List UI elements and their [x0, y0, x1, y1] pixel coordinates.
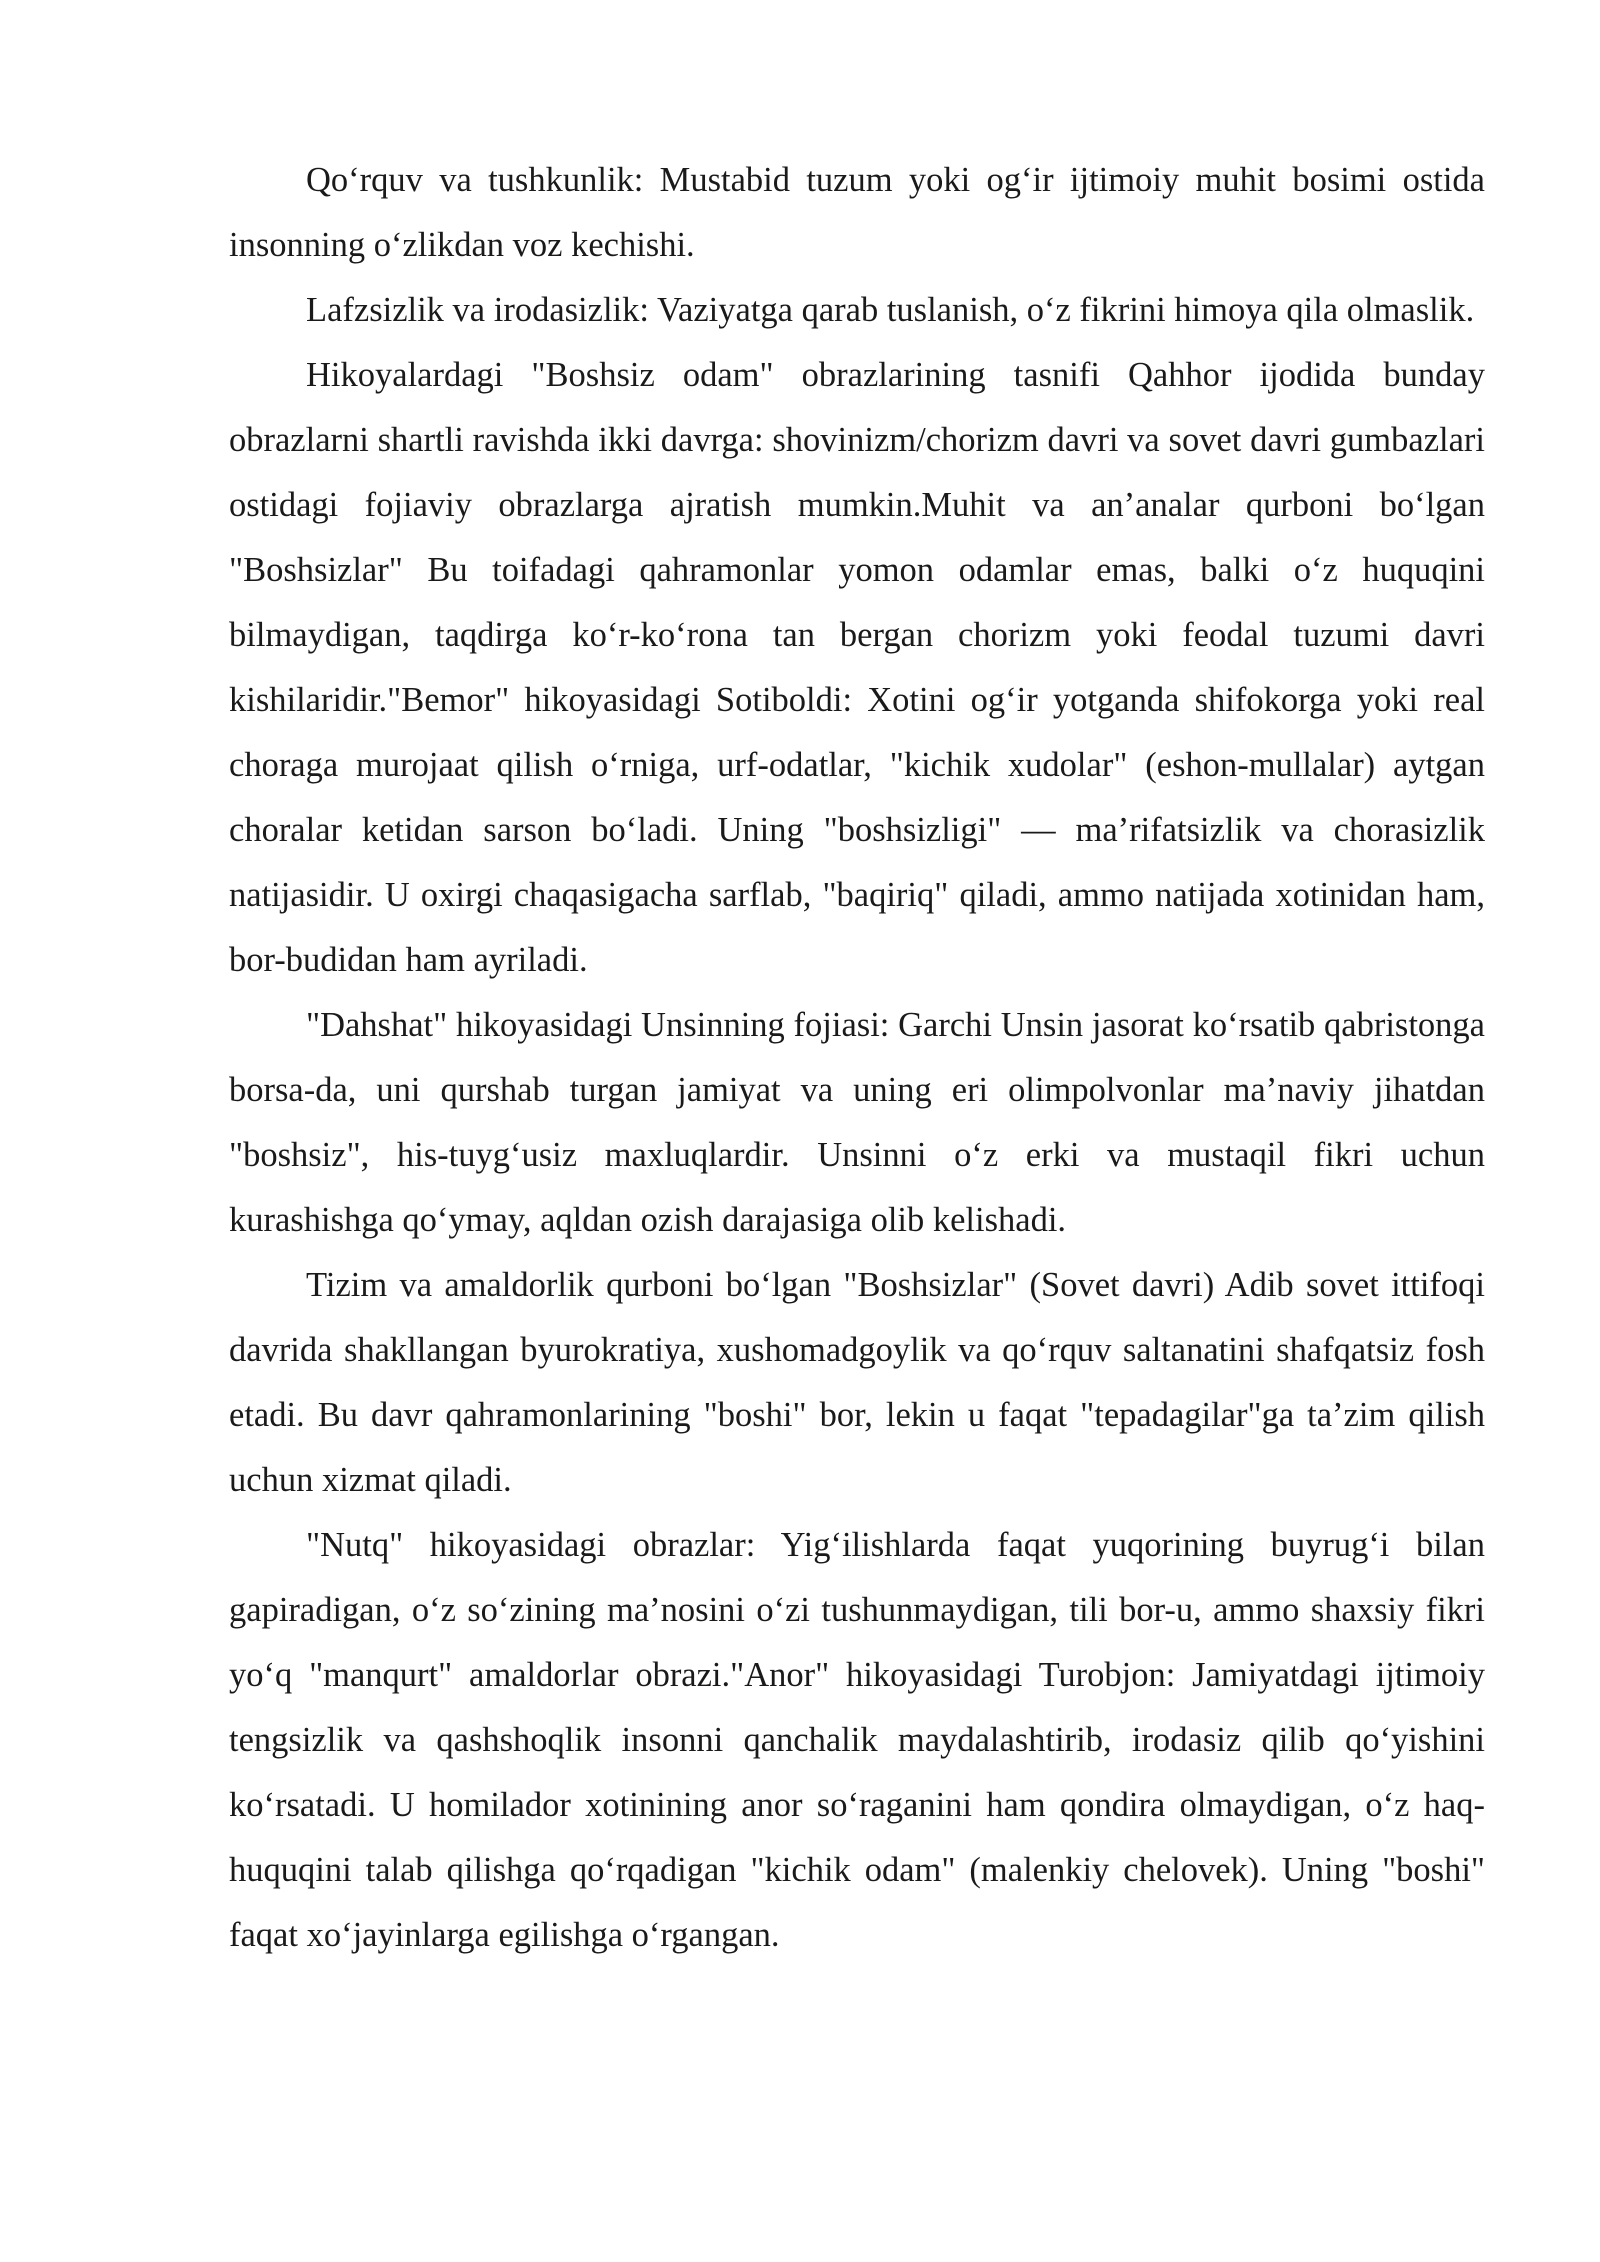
paragraph-lack-of-will: Lafzsizlik va irodasizlik: Vaziyatga qarab tuslanish, o‘z fikrini himoya qila olmaslik. [306, 291, 1475, 329]
paragraph-dahshat-story: "Dahshat" hikoyasidagi Unsinning fojiasi: Garchi Unsin jasorat ko‘rsatib qabristonga borsa-da, uni qurshab turgan jamiyat va uning eri olimpolvonlar ma’naviy jihatdan "boshsiz", his-tuyg‘usiz maxluqlardir. Unsinni o‘z erki va mustaqil fikri uchun kurashishga qo‘ymay, aqldan ozish darajasiga olib kelishadi. [229, 1006, 1485, 1239]
paragraph-headless-classification: Hikoyalardagi "Boshsiz odam" obrazlarining tasnifi Qahhor ijodida bunday obrazlarni shartli ravishda ikki davrga: shovinizm/chorizm davri va sovet davri gumbazlari ostidagi fojiaviy obrazlarga ajratish mumkin.Muhit va an’analar qurboni bo‘lgan "Boshsizlar" Bu toifadagi qahramonlar yomon odamlar emas, balki o‘z huquqini bilmaydigan, taqdirga ko‘r-ko‘rona tan bergan chorizm yoki feodal tuzumi davri kishilaridir."Bemor" hikoyasidagi Sotiboldi: Xotini og‘ir yotganda shifokorga yoki real choraga murojaat qilish o‘rniga, urf-odatlar, "kichik xudolar" (eshon-mullalar) aytgan choralar ketidan sarson bo‘ladi. Uning "boshsizligi" — ma’rifatsizlik va chorasizlik natijasidir. U oxirgi chaqasigacha sarflab, "baqiriq" qiladi, ammo natijada xotinidan ham, bor-budidan ham ayriladi. [229, 356, 1485, 979]
paragraph-soviet-era-victims: Tizim va amaldorlik qurboni bo‘lgan "Boshsizlar" (Sovet davri) Adib sovet ittifoqi davrida shakllangan byurokratiya, xushomadgoylik va qo‘rquv saltanatini shafqatsiz fosh etadi. Bu davr qahramonlarining "boshi" bor, lekin u faqat "tepadagilar"ga ta’zim qilish uchun xizmat qiladi. [229, 1266, 1485, 1499]
paragraph-fear-and-despair: Qo‘rquv va tushkunlik: Mustabid tuzum yoki og‘ir ijtimoiy muhit bosimi ostida insonning o‘zlikdan voz kechishi. [229, 161, 1485, 264]
paragraph-nutq-and-anor-stories: "Nutq" hikoyasidagi obrazlar: Yig‘ilishlarda faqat yuqorining buyrug‘i bilan gapiradigan, o‘z so‘zining ma’nosini o‘zi tushunmaydigan, tili bor-u, ammo shaxsiy fikri yo‘q "manqurt" amaldorlar obrazi."Anor" hikoyasidagi Turobjon: Jamiyatdagi ijtimoiy tengsizlik va qashshoqlik insonni qanchalik maydalashtirib, irodasiz qilib qo‘yishini ko‘rsatadi. U homilador xotinining anor so‘raganini ham qondira olmaydigan, o‘z haq-huquqini talab qilishga qo‘rqadigan "kichik odam" (malenkiy chelovek). Uning "boshi" faqat xo‘jayinlarga egilishga o‘rgangan. [229, 1526, 1485, 1954]
document-body [229, 148, 1485, 1968]
